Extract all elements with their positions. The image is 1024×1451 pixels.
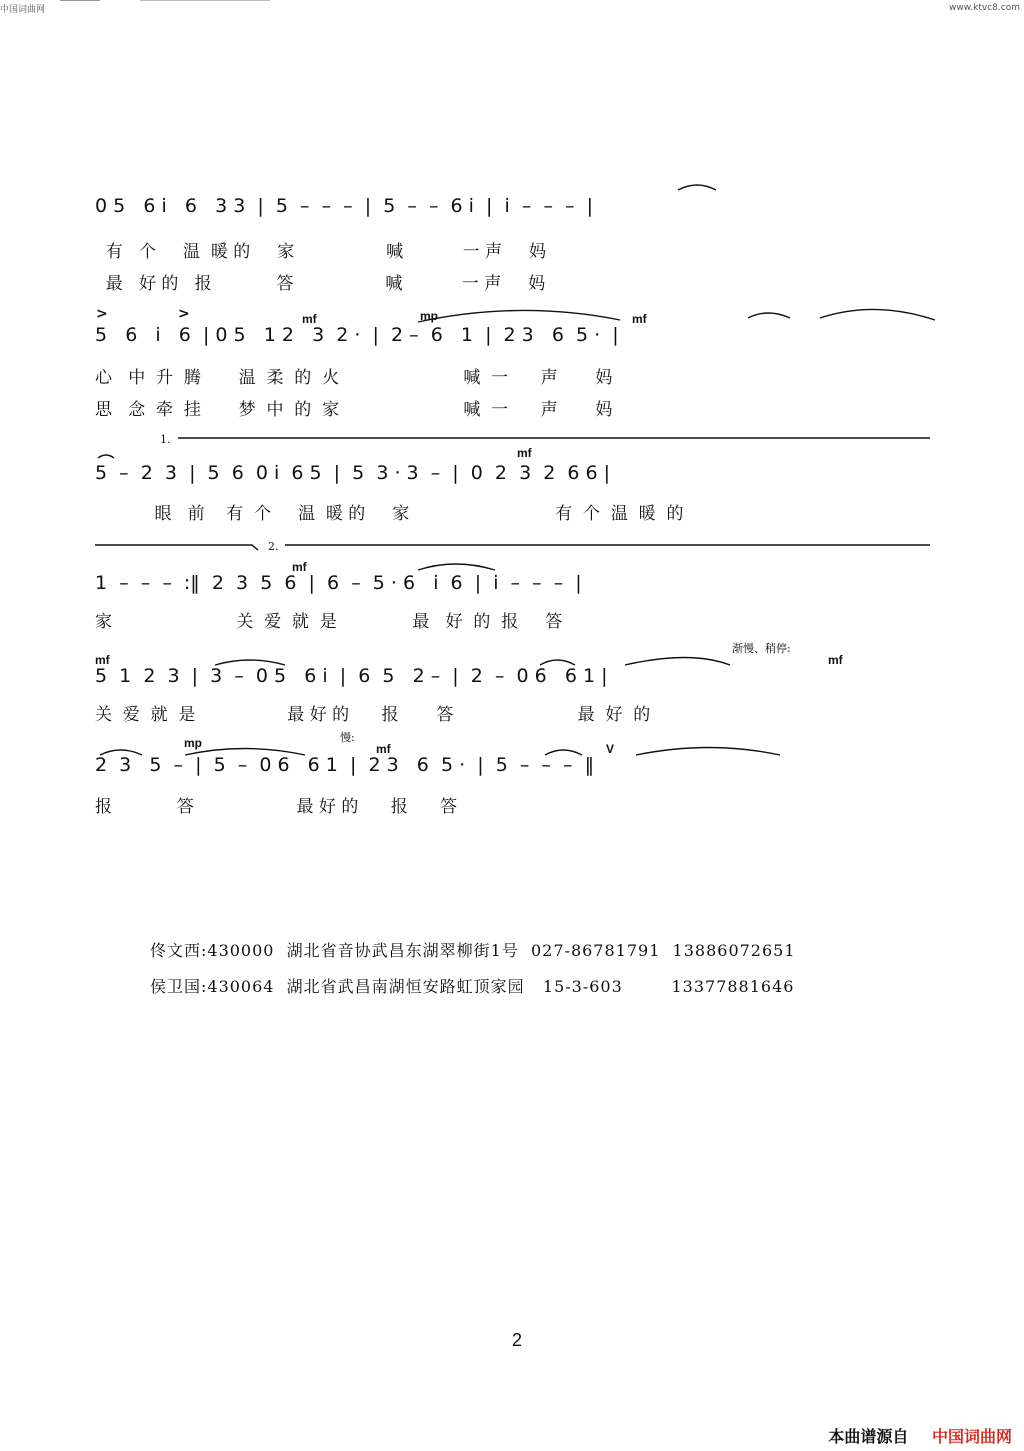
slur-mark bbox=[215, 660, 285, 665]
accent-mark: > bbox=[96, 306, 108, 322]
dynamic-mf: mf bbox=[302, 312, 317, 326]
volta-2-bracket bbox=[95, 545, 258, 550]
dynamic-mp: mp bbox=[420, 309, 438, 323]
header-url: www.ktvc8.com bbox=[949, 3, 1020, 13]
header-site-name: 中国词曲网 bbox=[0, 5, 46, 15]
score-line-3-lyric-1: 眼 前 有 个 温 暖 的 家 有 个 温 暖 的 bbox=[95, 504, 684, 524]
dynamic-mf: mf bbox=[95, 653, 110, 667]
score-line-5-notes: 5 1 2 3 | 3 – 0 5 6 i̇ | 6 5 2 – | 2 – 0 6 6 1 | bbox=[95, 665, 608, 687]
score-line-4-lyric-1: 家 关 爱 就 是 最 好 的 报 答 bbox=[95, 612, 563, 632]
dynamic-mf: mf bbox=[632, 312, 647, 326]
score-line-2-lyric-2: 思 念 牵 挂 梦 中 的 家 喊 一 声 妈 bbox=[95, 400, 613, 420]
score-line-2-notes: 5 6 i̇ 6 | 0 5 1 2 3 2 · | 2 – 6 1 | 2 3 6 5 · | bbox=[95, 324, 619, 346]
score-line-5-lyric-1: 关 爱 就 是 最 好 的 报 答 最 好 的 bbox=[95, 705, 651, 725]
slur-mark bbox=[418, 310, 620, 322]
slur-mark bbox=[678, 185, 716, 190]
volta-1-label: 1. bbox=[160, 433, 171, 446]
slur-mark bbox=[545, 750, 582, 755]
dynamic-mf: mf bbox=[828, 653, 843, 667]
dynamic-mp: mp bbox=[184, 736, 202, 750]
footer-source-label: 本曲谱源自 bbox=[828, 1427, 909, 1446]
slur-mark bbox=[100, 750, 142, 755]
slur-mark bbox=[185, 749, 305, 756]
dynamic-mf: mf bbox=[376, 742, 391, 756]
score-line-2-lyric-1: 心 中 升 腾 温 柔 的 火 喊 一 声 妈 bbox=[95, 368, 613, 388]
footer-brand-link[interactable]: 中国词曲网 bbox=[931, 1427, 1012, 1446]
slur-mark bbox=[98, 455, 114, 458]
contact-line-2: 侯卫国:430064 湖北省武昌南湖恒安路虹顶家园 15-3-603 13377881646 bbox=[150, 977, 795, 996]
breath-mark: V bbox=[606, 742, 615, 756]
slow-text: 慢: bbox=[340, 731, 355, 744]
slur-mark bbox=[820, 309, 935, 320]
dynamic-mf: mf bbox=[517, 446, 532, 460]
dynamic-mf: mf bbox=[292, 560, 307, 574]
slur-mark bbox=[636, 748, 780, 756]
footer bbox=[828, 1424, 1012, 1447]
score-line-1-lyric-1: 有 个 温 暖 的 家 喊 一 声 妈 bbox=[95, 242, 546, 262]
score-line-6-notes: 2 3 5 – | 5 – 0 6 6 1 | 2 3 6 5 · | 5 – – – ‖ bbox=[95, 754, 595, 776]
page-number: 2 bbox=[512, 1330, 523, 1350]
score-line-3-notes: 5 – 2 3 | 5 6 0 i̇ 6 5 | 5 3 · 3 – | 0 2 3 2 6 6 | bbox=[95, 462, 611, 484]
score-line-1-notes: 0 5 6 i̇ 6 3 3 | 5 – – – | 5 – – 6 i̇ | i̇ – – – | bbox=[95, 195, 594, 217]
slur-mark bbox=[418, 564, 495, 570]
slur-mark bbox=[540, 660, 575, 665]
score-line-4-notes: 1 – – – :‖ 2 3 5 6 | 6 – 5 · 6 i̇ 6 | i̇ – – – | bbox=[95, 572, 582, 594]
slur-mark bbox=[625, 658, 730, 666]
slur-mark bbox=[748, 313, 790, 318]
score-line-1-lyric-2: 最 好 的 报 答 喊 一 声 妈 bbox=[95, 274, 546, 294]
volta-2-label: 2. bbox=[268, 540, 279, 553]
ritardando-text: 渐慢、稍停: bbox=[732, 642, 791, 655]
contact-line-1: 佟文西:430000 湖北省音协武昌东湖翠柳街1号 027-86781791 13886072651 bbox=[150, 941, 796, 960]
accent-mark: > bbox=[178, 306, 190, 322]
score-line-6-lyric-1: 报 答 最 好 的 报 答 bbox=[95, 797, 458, 817]
